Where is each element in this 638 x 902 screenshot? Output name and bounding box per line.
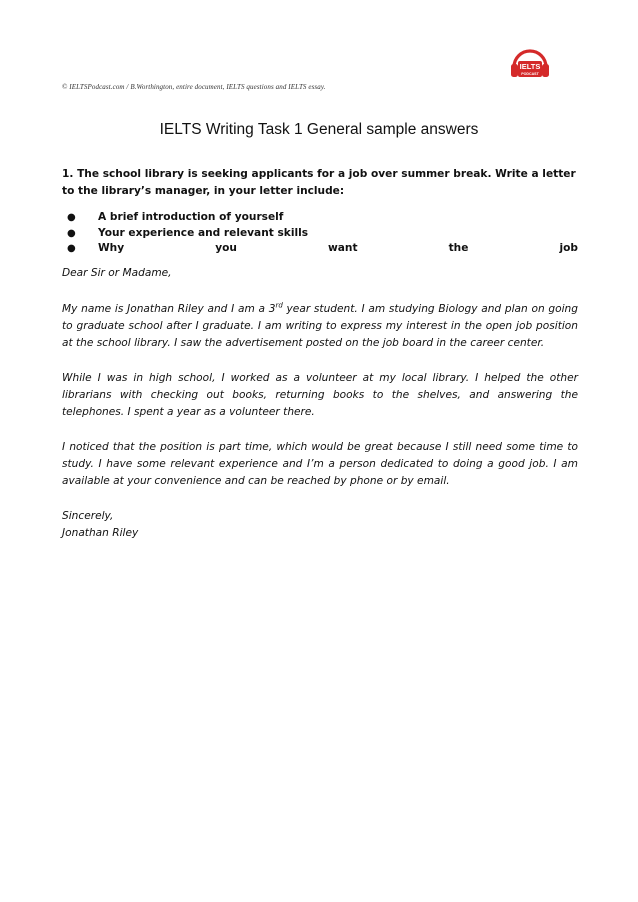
bullet-item — [62, 226, 578, 242]
copyright-note: © IELTSPodcast.com / B.Worthington, entire document, IELTS questions and IELTS essay. — [62, 83, 326, 91]
p1-text-start: My name is Jonathan Riley and I am a 3 — [62, 302, 276, 315]
bullet-text: A brief introduction of yourself — [98, 211, 284, 223]
letter-paragraph-1 — [62, 301, 578, 352]
bullet-word: Why — [98, 242, 125, 254]
p1-text-end: year student. I am studying Biology and plan on going to graduate school after I graduate. I am writing to express my interest in the open job position at the school library. I saw the advertisement posted on the job board in the career center. — [62, 302, 578, 349]
letter-paragraph-2: While I was in high school, I worked as a volunteer at my local library. I helped the other librarians with checking out books, returning books to the shelves, and answering the telephones. I spent a year as a volunteer there. — [62, 371, 578, 418]
bullet-icon: ● — [67, 227, 76, 239]
logo-text-top: IELTS — [519, 62, 541, 71]
ielts-podcast-logo-icon — [508, 45, 552, 83]
bullet-word: job — [559, 242, 578, 254]
ordinal-suffix: rd — [275, 300, 283, 309]
task-bullet-list — [62, 210, 578, 257]
logo-text-bottom: PODCAST — [521, 72, 539, 76]
bullet-word: you — [215, 242, 237, 254]
letter-closing: Sincerely, — [62, 509, 114, 522]
letter-signature: Jonathan Riley — [62, 526, 139, 539]
letter-paragraph-3: I noticed that the position is part time, which would be great because I still need some time to study. I have some relevant experience and I’m a person dedicated to doing a good job. I am available at your convenience and can be reached by phone or by email. — [62, 440, 578, 487]
bullet-icon: ● — [67, 243, 76, 254]
bullet-icon: ● — [67, 212, 76, 223]
document-title: IELTS Writing Task 1 General sample answers — [159, 121, 479, 138]
bullet-item — [62, 210, 578, 226]
bullet-word: the — [448, 242, 469, 254]
bullet-text: Your experience and relevant skills — [98, 226, 309, 239]
bullet-item — [62, 241, 578, 257]
bullet-word: want — [328, 242, 358, 254]
document-body — [62, 166, 578, 542]
letter-greeting: Dear Sir or Madame, — [62, 266, 172, 279]
task-question: 1. The school library is seeking applicants for a job over summer break. Write a letter to the library’s manager, in your letter include: — [62, 168, 576, 197]
